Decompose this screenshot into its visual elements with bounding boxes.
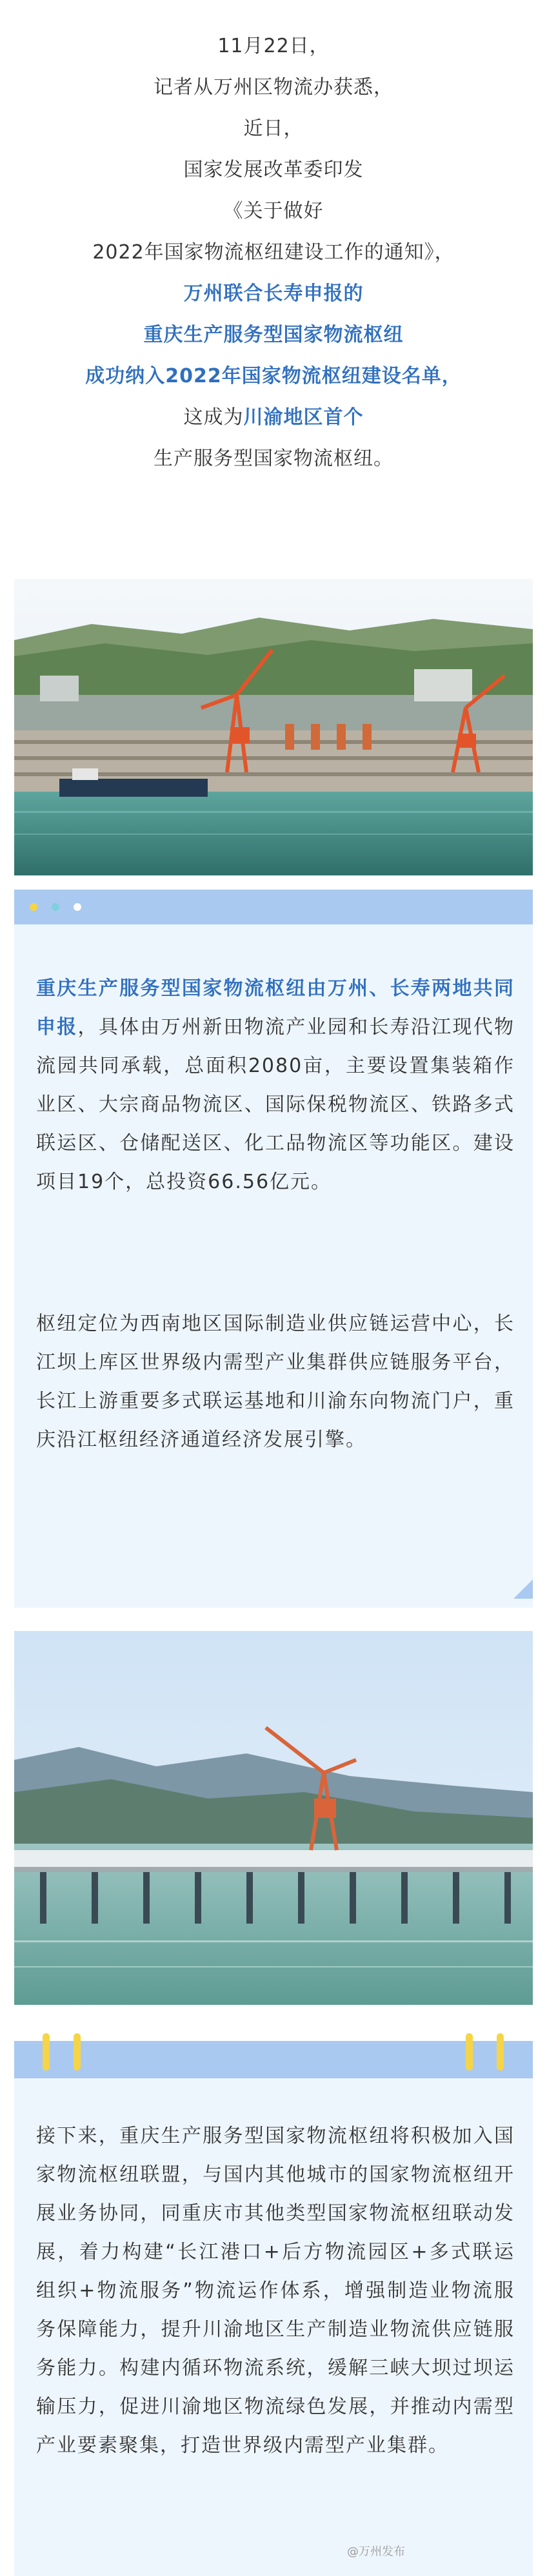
info-box-1	[14, 924, 533, 1608]
intro-line: 《关于做好	[223, 200, 324, 222]
intro-line	[0, 397, 547, 438]
intro-block	[0, 26, 547, 480]
port-photo-2	[14, 1631, 533, 2005]
intro-line: 11月22日，	[217, 35, 330, 57]
pill-decoration	[43, 2033, 50, 2071]
intro-inline-highlight: 川渝地区首个	[243, 406, 364, 429]
port-photo-2-image	[14, 1631, 533, 2005]
info-box-2	[14, 2078, 533, 2576]
port-photo-1	[14, 579, 533, 875]
intro-line: 近日，	[243, 117, 304, 140]
divider-dot	[74, 903, 81, 911]
intro-line: 国家发展改革委印发	[183, 159, 364, 181]
pill-decoration	[74, 2033, 81, 2071]
paragraph-3: 接下来，重庆生产服务型国家物流枢纽将积极加入国家物流枢纽联盟，与国内其他城市的国家物流枢纽开展业务协同，同重庆市其他类型国家物流枢纽联动发展，着力构建“长江港口+后方物流园区+多式联运组织+物流服务”物流运作体系，增强制造业物流服务保障能力，提升川渝地区生产制造业物流供应链服务能力。构建内循环物流系统，缓解三峡大坝过坝运输压力，促进川渝地区物流绿色发展，并推动内需型产业要素聚集，打造世界级内需型产业集群。	[36, 2125, 515, 2457]
section-header-band	[14, 2041, 533, 2078]
divider-dot	[30, 903, 37, 911]
intro-highlight-line: 成功纳入2022年国家物流枢纽建设名单，	[85, 365, 462, 387]
section-divider-bar	[14, 890, 533, 924]
watermark-text: @万州发布	[347, 2545, 405, 2559]
divider-dot	[52, 903, 59, 911]
intro-line: 记者从万州区物流办获悉，	[154, 76, 393, 99]
intro-line: 生产服务型国家物流枢纽。	[154, 447, 393, 470]
paragraph-1	[36, 970, 515, 1202]
pill-decoration	[466, 2033, 473, 2071]
paragraph-1-text: ，具体由万州新田物流产业园和长寿沿江现代物流园共同承载，总面积2080亩，主要设置集装箱作业区、大宗商品物流区、国际保税物流区、铁路多式联运区、仓储配送区、化工品物流区等功能区。建设项目19个，总投资66.56亿元。	[36, 1016, 515, 1193]
intro-line-prefix: 这成为	[183, 406, 244, 429]
intro-highlight-line: 万州联合长寿申报的	[183, 282, 364, 305]
paragraph-2: 枢纽定位为西南地区国际制造业供应链运营中心，长江坝上库区世界级内需型产业集群供应链服务平台，长江上游重要多式联运基地和川渝东向物流门户，重庆沿江枢纽经济通道经济发展引擎。	[36, 1312, 515, 1451]
intro-line: 2022年国家物流枢纽建设工作的通知》，	[92, 241, 455, 264]
pill-decoration	[497, 2033, 504, 2071]
corner-triangle	[513, 1579, 533, 1599]
paragraph-1-highlight: 重庆生产服务型国家物流枢纽由万州、长寿两地共同申报	[36, 977, 515, 1039]
intro-highlight-line: 重庆生产服务型国家物流枢纽	[143, 324, 404, 346]
port-photo-1-image	[14, 579, 533, 875]
